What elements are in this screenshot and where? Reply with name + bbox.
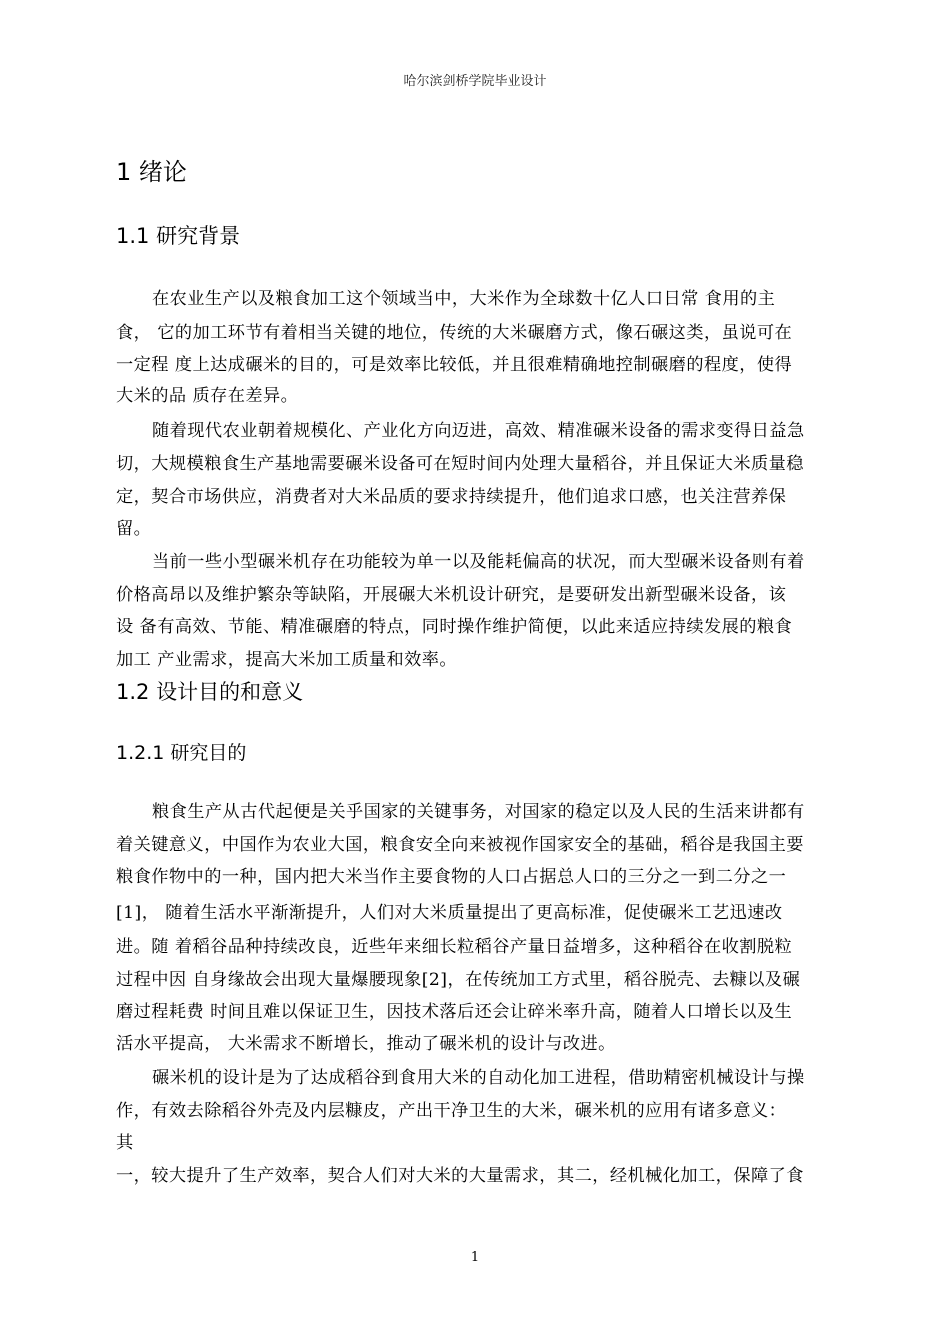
- page-header: 哈尔滨剑桥学院毕业设计: [403, 74, 547, 89]
- text-line: 留。: [116, 519, 152, 539]
- section-title-1-2: 1.2 设计目的和意义: [116, 680, 304, 704]
- text-line: 大米的品 质存在差异。: [116, 386, 299, 406]
- subsection-title-1-2-1: 1.2.1 研究目的: [116, 742, 247, 764]
- text-line: 着关键意义，中国作为农业大国，粮食安全向来被视作国家安全的基础，稻谷是我国主要: [116, 835, 804, 855]
- text-line: 当前一些小型碾米机存在功能较为单一以及能耗偏高的状况，而大型碾米设备则有着: [152, 552, 805, 572]
- text-line: [1]， 随着生活水平渐渐提升，人们对大米质量提出了更高标准，促使碾米工艺迅速改: [116, 903, 783, 923]
- text-line: 其: [116, 1133, 134, 1153]
- text-line: 价格高昂以及维护繁杂等缺陷，开展碾大米机设计研究，是要研发出新型碾米设备，该: [116, 585, 787, 605]
- text-line: 过程中因 自身缘故会出现大量爆腰现象[2]，在传统加工方式里，稻谷脱壳、去糠以及碾: [116, 970, 801, 990]
- text-line: 磨过程耗费 时间且难以保证卫生，因技术落后还会让碎米率升高，随着人口增长以及生: [116, 1002, 793, 1022]
- chapter-title: 1 绪论: [116, 158, 187, 186]
- text-line: 设 备有高效、节能、精准碾磨的特点，同时操作维护简便，以此来适应持续发展的粮食: [116, 617, 793, 637]
- text-line: 粮食作物中的一种，国内把大米当作主要食物的人口占据总人口的三分之一到二分之一: [116, 867, 787, 887]
- text-line: 活水平提高， 大米需求不断增长，推动了碾米机的设计与改进。: [116, 1034, 616, 1054]
- text-line: 切，大规模粮食生产基地需要碾米设备可在短时间内处理大量稻谷，并且保证大米质量稳: [116, 454, 804, 474]
- text-line: 加工 产业需求，提高大米加工质量和效率。: [116, 650, 458, 670]
- text-line: 作，有效去除稻谷外壳及内层糠皮，产出干净卫生的大米，碾米机的应用有诸多意义：: [116, 1101, 787, 1121]
- text-line: 食， 它的加工环节有着相当关键的地位，传统的大米碾磨方式，像石碾这类，虽说可在: [116, 323, 793, 343]
- text-line: 粮食生产从古代起便是关乎国家的关键事务，对国家的稳定以及人民的生活来讲都有: [152, 802, 805, 822]
- text-line: 随着现代农业朝着规模化、产业化方向迈进，高效、精准碾米设备的需求变得日益急: [152, 421, 805, 441]
- text-line: 一，较大提升了生产效率，契合人们对大米的大量需求，其二，经机械化加工，保障了食: [116, 1166, 804, 1186]
- text-line: 碾米机的设计是为了达成稻谷到食用大米的自动化加工进程，借助精密机械设计与操: [152, 1068, 805, 1088]
- text-line: 进。随 着稻谷品种持续改良，近些年来细长粒稻谷产量日益增多，这种稻谷在收割脱粒: [116, 937, 793, 957]
- page-number: 1: [470, 1250, 480, 1265]
- text-line: 一定程 度上达成碾米的目的，可是效率比较低，并且很难精确地控制碾磨的程度，使得: [116, 355, 793, 375]
- section-title-1-1: 1.1 研究背景: [116, 224, 241, 248]
- text-line: 定，契合市场供应，消费者对大米品质的要求持续提升，他们追求口感，也关注营养保: [116, 487, 787, 507]
- text-line: 在农业生产以及粮食加工这个领域当中，大米作为全球数十亿人口日常 食用的主: [152, 289, 776, 309]
